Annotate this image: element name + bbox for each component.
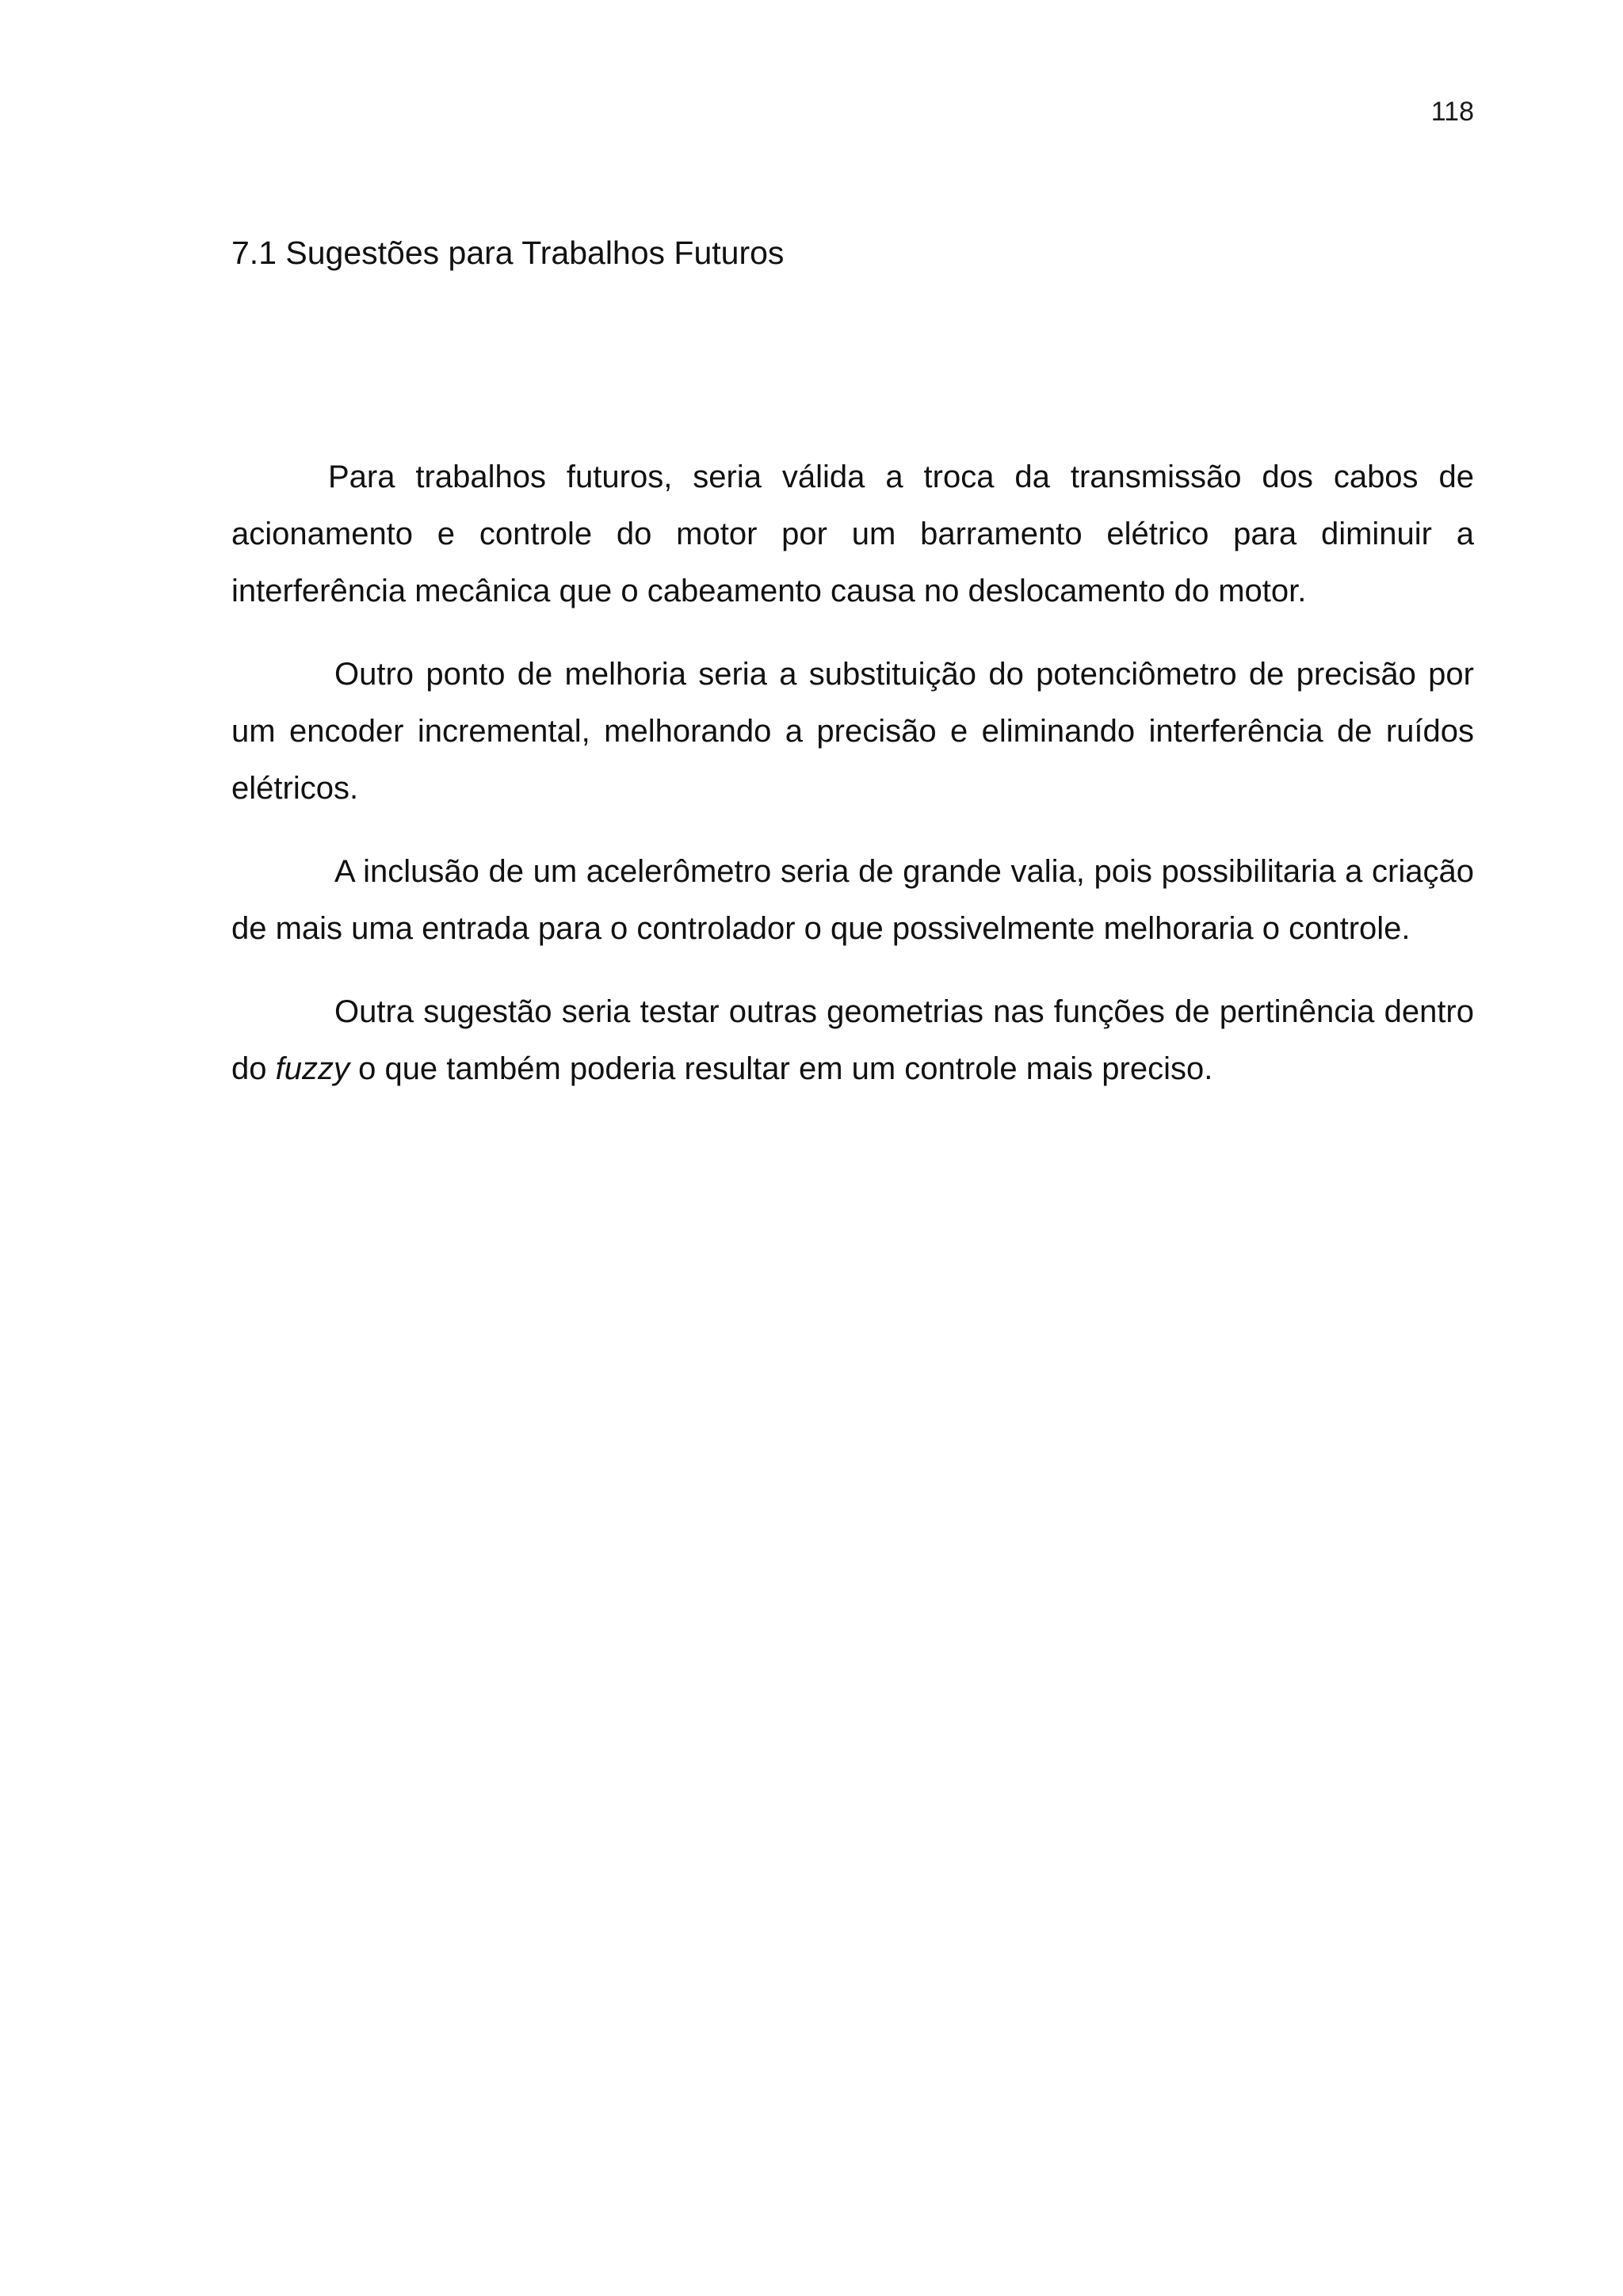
paragraph-text-before: Outra sugestão seria testar outras geometrias nas funções de pertinência dentro do [231,994,1474,1086]
paragraph-cable-transmission: Para trabalhos futuros, seria válida a troca da transmissão dos cabos de acionamento e controle do motor por um barramento elétrico para diminuir a interferência mecânica que o cabeamento causa no deslocamento do motor. [231,460,1474,608]
section-title: 7.1 Sugestões para Trabalhos Futuros [231,235,785,271]
paragraph-fuzzy-geometries [231,983,1474,1097]
page-number: 118 [1430,97,1474,127]
fuzzy-term: fuzzy [275,1051,349,1086]
paragraph-text-after: o que também poderia resultar em um controle mais preciso. [349,1051,1213,1086]
body-text [231,448,1474,1123]
paragraph-encoder: Outro ponto de melhoria seria a substituição do potenciômetro de precisão por um encoder incremental, melhorando a precisão e eliminando interferência de ruídos elétricos. [231,657,1474,806]
paragraph-accelerometer: A inclusão de um acelerômetro seria de grande valia, pois possibilitaria a criação de mais uma entrada para o controlador o que possivelmente melhoraria o controle. [231,854,1474,946]
